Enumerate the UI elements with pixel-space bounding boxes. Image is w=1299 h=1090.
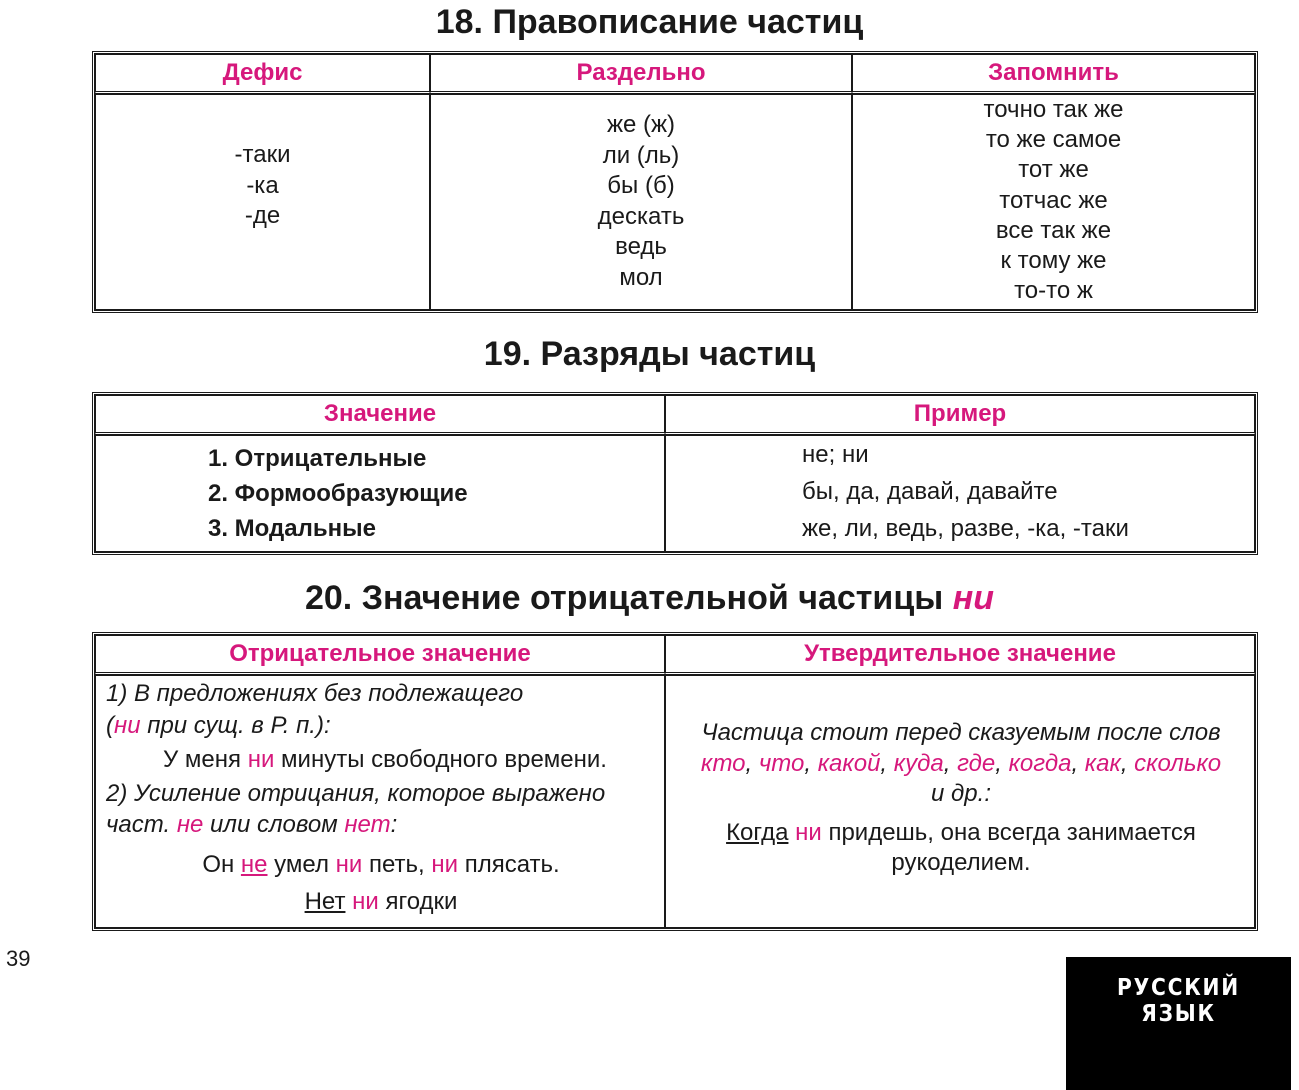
example-item: бы, да, давай, давайте xyxy=(802,478,1058,505)
meaning-cell xyxy=(95,435,665,552)
remember-item: тотчас же xyxy=(999,186,1108,214)
rule-2-ne: не xyxy=(176,811,204,838)
remember-item: все так же xyxy=(995,216,1112,244)
word-kto: кто xyxy=(700,749,746,777)
section-18-title-text: Правописание частиц xyxy=(492,3,864,41)
separate-item: ведь xyxy=(615,233,667,260)
affirmative-rule-line-1: Частица стоит перед сказуемым после слов xyxy=(701,719,1221,746)
rule-1-rest: при сущ. в Р. п.): xyxy=(140,712,331,739)
separate-item: мол xyxy=(619,263,663,291)
negative-particle-table xyxy=(92,632,1258,931)
word-gde: где xyxy=(957,749,996,777)
affirmative-rule-end: и др.: xyxy=(931,780,991,807)
example-3-rest: ягодки xyxy=(378,888,458,915)
hyphen-item: -де xyxy=(244,202,281,229)
rule-2 xyxy=(106,778,656,840)
remember-cell xyxy=(852,94,1255,310)
example-2-ne: не xyxy=(240,851,268,878)
remember-item: к тому же xyxy=(1000,247,1107,275)
rule-1-paren: ( xyxy=(106,712,114,739)
subject-badge-label: РУССКИЙ ЯЗЫК xyxy=(1117,975,1240,1027)
section-19-number: 19. xyxy=(483,335,532,373)
word-kak: как xyxy=(1084,749,1121,777)
hyphen-cell xyxy=(95,94,430,310)
negative-cell xyxy=(95,675,665,928)
spelling-table xyxy=(92,51,1258,313)
affirmative-example-kogda: Когда xyxy=(726,818,789,846)
example-2-ni-2: ни xyxy=(431,851,459,878)
header-remember: Запомнить xyxy=(852,54,1255,94)
subject-badge xyxy=(1066,957,1291,1090)
example-2-pet: петь, xyxy=(362,851,432,878)
rule-2-start: част. xyxy=(106,811,177,838)
separate-item: дескать xyxy=(597,202,685,230)
example-cell xyxy=(665,435,1255,552)
section-18-number: 18. xyxy=(435,3,483,41)
example-1 xyxy=(106,742,656,778)
remember-item: то же самое xyxy=(985,126,1122,154)
word-chto: что xyxy=(758,749,805,777)
section-19-title xyxy=(0,334,1299,374)
example-2 xyxy=(106,846,656,883)
rule-2-mid: или словом xyxy=(203,811,345,838)
example-1-start: У меня xyxy=(163,746,248,773)
rule-2-colon: : xyxy=(390,811,398,838)
header-hyphen: Дефис xyxy=(95,54,430,94)
remember-item: тот же xyxy=(1018,156,1089,184)
separate-item: ли (ль) xyxy=(602,141,680,169)
meaning-item: 3. Модальные xyxy=(208,515,376,542)
example-2-plyasat: плясать. xyxy=(458,851,560,878)
meaning-item: 1. Отрицательные xyxy=(208,445,427,472)
example-2-umel: умел xyxy=(267,851,336,878)
section-20-title-particle: ни xyxy=(952,579,995,617)
section-20-number: 20. xyxy=(304,579,353,617)
hyphen-item: -таки xyxy=(234,141,291,168)
example-3-net: Нет xyxy=(304,888,346,915)
meaning-item: 2. Формообразующие xyxy=(208,480,468,507)
example-3-ni: ни xyxy=(352,888,379,915)
example-2-ni-1: ни xyxy=(335,851,363,878)
affirmative-example xyxy=(680,818,1242,878)
remember-item: то-то ж xyxy=(1014,277,1093,305)
section-20-title-text: Значение отрицательной частицы xyxy=(361,579,944,617)
section-20-title xyxy=(0,578,1299,618)
affirmative-example-ni: ни xyxy=(795,818,822,846)
rule-1 xyxy=(106,678,656,742)
separate-item: бы (б) xyxy=(607,172,675,199)
separate-cell xyxy=(430,94,852,310)
affirmative-cell xyxy=(665,675,1255,928)
header-affirmative: Утвердительное значение xyxy=(665,635,1255,675)
word-kuda: куда xyxy=(893,749,944,777)
section-18-title xyxy=(0,2,1299,42)
word-skolko: сколько xyxy=(1134,749,1222,777)
header-meaning: Значение xyxy=(95,395,665,435)
header-negative: Отрицательное значение xyxy=(95,635,665,675)
rule-1-line-1: 1) В предложениях без подлежащего xyxy=(106,680,524,707)
example-item: же, ли, ведь, разве, -ка, -таки xyxy=(802,515,1129,542)
page-number: 39 xyxy=(6,946,31,971)
remember-item: точно так же xyxy=(983,96,1124,123)
word-kogda: когда xyxy=(1008,749,1072,777)
separate-item: же (ж) xyxy=(606,111,676,138)
affirmative-example-line-2: рукоделием. xyxy=(891,848,1031,876)
rule-2-net: нет xyxy=(344,811,391,838)
example-1-particle: ни xyxy=(247,746,275,773)
header-example: Пример xyxy=(665,395,1255,435)
rule-2-line-1: 2) Усиление отрицания, которое выражено xyxy=(106,780,606,807)
affirmative-rule: Частица стоит перед сказуемым после слов кто, что, какой, куда, где, когда, как, сколько и др.: xyxy=(700,719,1222,807)
example-1-end: минуты свободного времени. xyxy=(274,746,607,773)
section-19-title-text: Разряды частиц xyxy=(540,335,816,373)
rule-1-particle: ни xyxy=(114,712,141,739)
particle-categories-table xyxy=(92,392,1258,555)
word-kakoy: какой xyxy=(817,749,881,777)
example-item: не; ни xyxy=(802,441,869,468)
affirmative-example-rest: придешь, она всегда занимается xyxy=(821,818,1196,846)
example-2-on: Он xyxy=(202,851,241,878)
hyphen-item: -ка xyxy=(246,171,279,199)
header-separate: Раздельно xyxy=(430,54,852,94)
example-3 xyxy=(106,883,656,920)
